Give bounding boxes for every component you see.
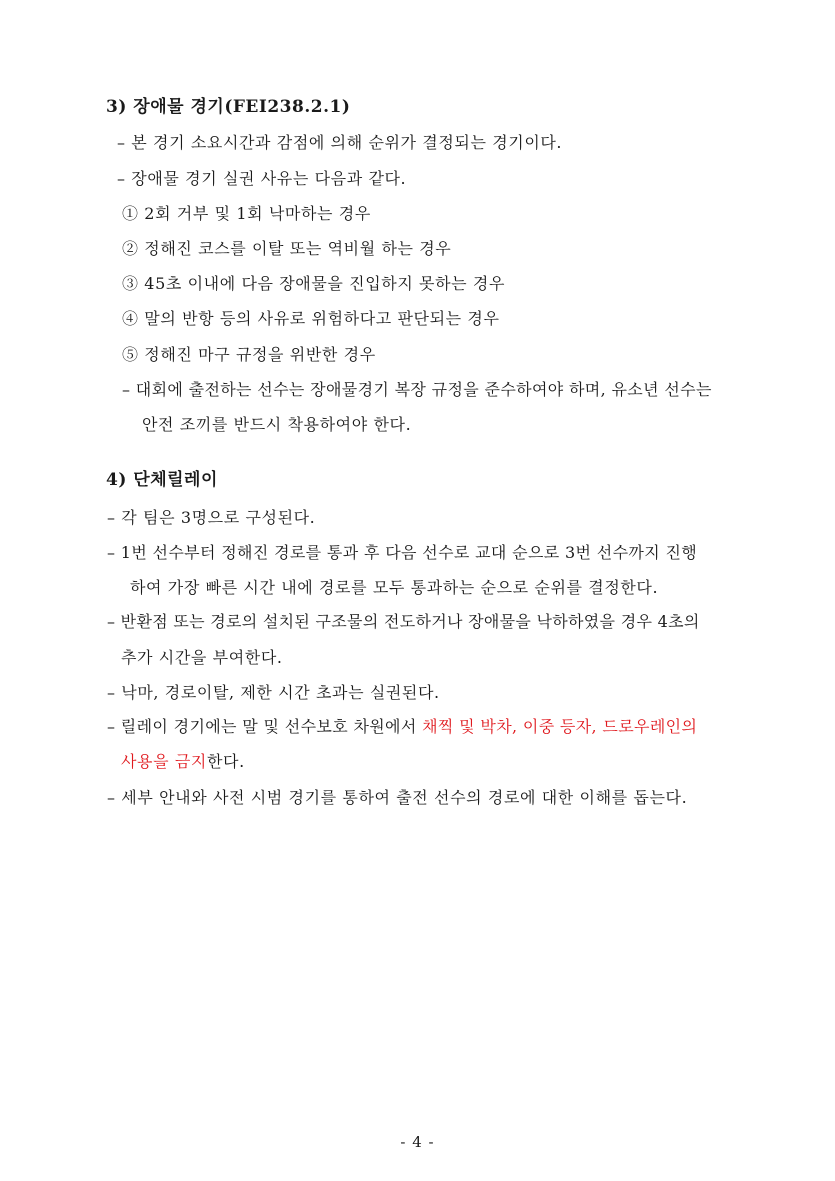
section-4-line: 추가 시간을 부여한다. xyxy=(121,648,283,667)
section-3-line: – 장애물 경기 실권 사유는 다음과 같다. xyxy=(117,169,407,188)
section-3-line: 안전 조끼를 반드시 착용하여야 한다. xyxy=(142,415,412,434)
section-4-line: – 낙마, 경로이탈, 제한 시간 초과는 실권된다. xyxy=(107,683,440,702)
relay-rule-line xyxy=(121,749,245,772)
page-number: - 4 - xyxy=(400,1133,435,1151)
highlighted-text: 채찍 및 박차, 이중 등자, 드로우레인의 xyxy=(422,717,698,736)
section-3-heading: 3) 장애물 경기(FEI238.2.1) xyxy=(106,97,351,117)
section-4-line: 하여 가장 빠른 시간 내에 경로를 모두 통과하는 순으로 순위를 결정한다. xyxy=(130,578,659,597)
section-3-list-item: ③ 45초 이내에 다음 장애물을 진입하지 못하는 경우 xyxy=(122,274,506,293)
section-3-list-item: ④ 말의 반항 등의 사유로 위험하다고 판단되는 경우 xyxy=(122,309,500,328)
relay-rule-text: 한다. xyxy=(206,752,245,771)
section-4-heading: 4) 단체릴레이 xyxy=(106,470,218,490)
section-4-line: – 반환점 또는 경로의 설치된 구조물의 전도하거나 장애물을 낙하하였을 경우 4초의 xyxy=(107,612,700,631)
section-3-list-item: ① 2회 거부 및 1회 낙마하는 경우 xyxy=(122,204,371,223)
section-4-line: – 1번 선수부터 정해진 경로를 통과 후 다음 선수로 교대 순으로 3번 선수까지 진행 xyxy=(107,543,698,562)
relay-rule-line xyxy=(107,714,697,737)
relay-rule-text: – 릴레이 경기에는 말 및 선수보호 차원에서 xyxy=(107,717,423,736)
section-4-line: – 세부 안내와 사전 시범 경기를 통하여 출전 선수의 경로에 대한 이해를 돕는다. xyxy=(107,788,688,807)
section-3-line: – 대회에 출전하는 선수는 장애물경기 복장 규정을 준수하여야 하며, 유소년 선수는 xyxy=(122,380,712,399)
section-3-list-item: ② 정해진 코스를 이탈 또는 역비월 하는 경우 xyxy=(122,239,452,258)
section-3-list-item: ⑤ 정해진 마구 규정을 위반한 경우 xyxy=(122,345,376,364)
section-3-line: – 본 경기 소요시간과 감점에 의해 순위가 결정되는 경기이다. xyxy=(117,133,563,152)
section-4-line: – 각 팀은 3명으로 구성된다. xyxy=(107,508,316,527)
highlighted-text: 사용을 금지 xyxy=(121,752,207,771)
